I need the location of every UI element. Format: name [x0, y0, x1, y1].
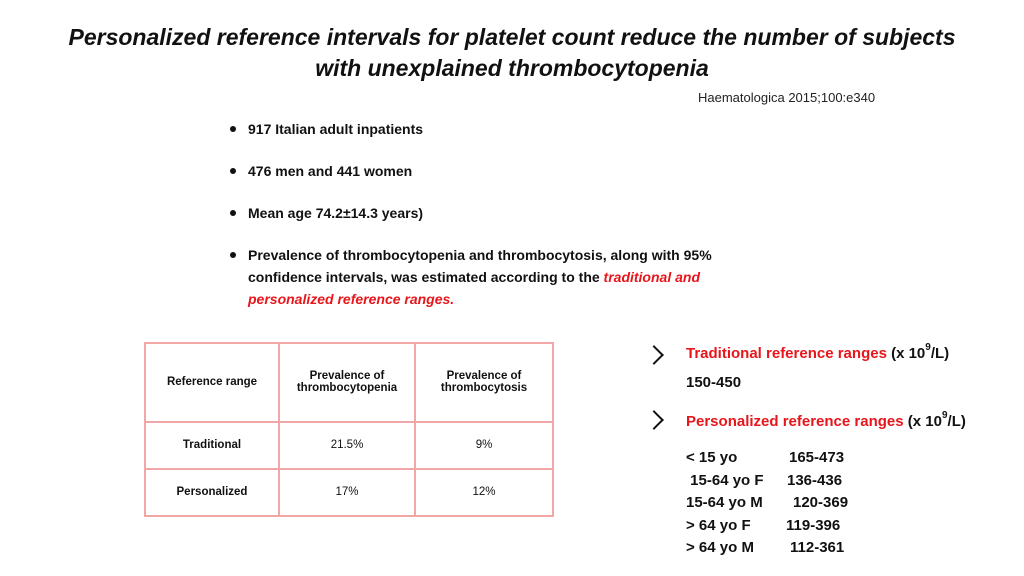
table-header-cell: Reference range — [145, 343, 279, 422]
personalized-heading — [686, 412, 966, 430]
bullet-inpatients: 917 Italian adult inpatients — [228, 118, 788, 140]
traditional-unit-suffix: /L) — [930, 345, 950, 362]
range-value: 165-473 — [789, 449, 845, 466]
table-cell: 17% — [279, 469, 415, 516]
list-item — [686, 492, 848, 515]
list-item — [686, 447, 848, 470]
table-cell: 21.5% — [279, 422, 415, 469]
table-cell: 9% — [415, 422, 553, 469]
table-header-cell: Prevalence of thrombocytosis — [415, 343, 553, 422]
personalized-unit-suffix: /L) — [947, 413, 966, 430]
range-value: 112-361 — [790, 539, 845, 556]
slide-title: Personalized reference intervals for platelet count reduce the number of subjects with unexplained thrombocytopenia — [68, 24, 956, 81]
range-value: 119-396 — [786, 516, 841, 534]
range-group: > 64 yo F — [686, 516, 751, 534]
table-row — [145, 469, 553, 516]
list-item — [686, 515, 848, 538]
bullet-prevalence — [228, 244, 788, 310]
bullet-prevalence-highlight: traditional and personalized reference ranges. — [248, 269, 700, 307]
range-group: < 15 yo — [686, 449, 738, 466]
traditional-heading — [686, 344, 949, 362]
table-row — [145, 422, 553, 469]
table-cell: Traditional — [145, 422, 279, 469]
traditional-unit-exponent: 9 — [925, 342, 931, 353]
prevalence-table — [144, 342, 554, 517]
range-group: 15-64 yo M — [686, 494, 763, 511]
table-header-row — [145, 343, 553, 422]
traditional-heading-label: Traditional reference ranges — [686, 345, 887, 362]
range-value: 136-436 — [787, 471, 843, 489]
chevron-right-icon — [644, 410, 664, 430]
range-value: 120-369 — [793, 494, 849, 511]
table-cell: 12% — [415, 469, 553, 516]
personalized-range-list — [686, 447, 848, 560]
personalized-heading-label: Personalized reference ranges — [686, 413, 904, 430]
bullet-mean-age: Mean age 74.2±14.3 years) — [228, 202, 788, 224]
range-group: > 64 yo M — [686, 539, 754, 556]
personalized-unit-exponent: 9 — [941, 410, 948, 421]
bullet-list — [228, 118, 788, 330]
citation: Haematologica 2015;100:e340 — [698, 90, 876, 105]
personalized-unit-prefix: (x 10 — [903, 413, 942, 430]
bullet-prevalence-text: Prevalence of thrombocytopenia and thrombocytosis, along with 95% confidence intervals, was estimated according to the — [248, 247, 712, 285]
table-cell: Personalized — [145, 469, 279, 516]
list-item — [686, 470, 848, 493]
chevron-right-icon — [644, 345, 664, 365]
traditional-range-value: 150-450 — [686, 374, 742, 391]
range-group: 15-64 yo F — [686, 471, 764, 489]
list-item — [686, 537, 848, 560]
bullet-sex-split: 476 men and 441 women — [228, 160, 788, 182]
traditional-unit-prefix: (x 10 — [886, 345, 926, 362]
table-header-cell: Prevalence of thrombocytopenia — [279, 343, 415, 422]
